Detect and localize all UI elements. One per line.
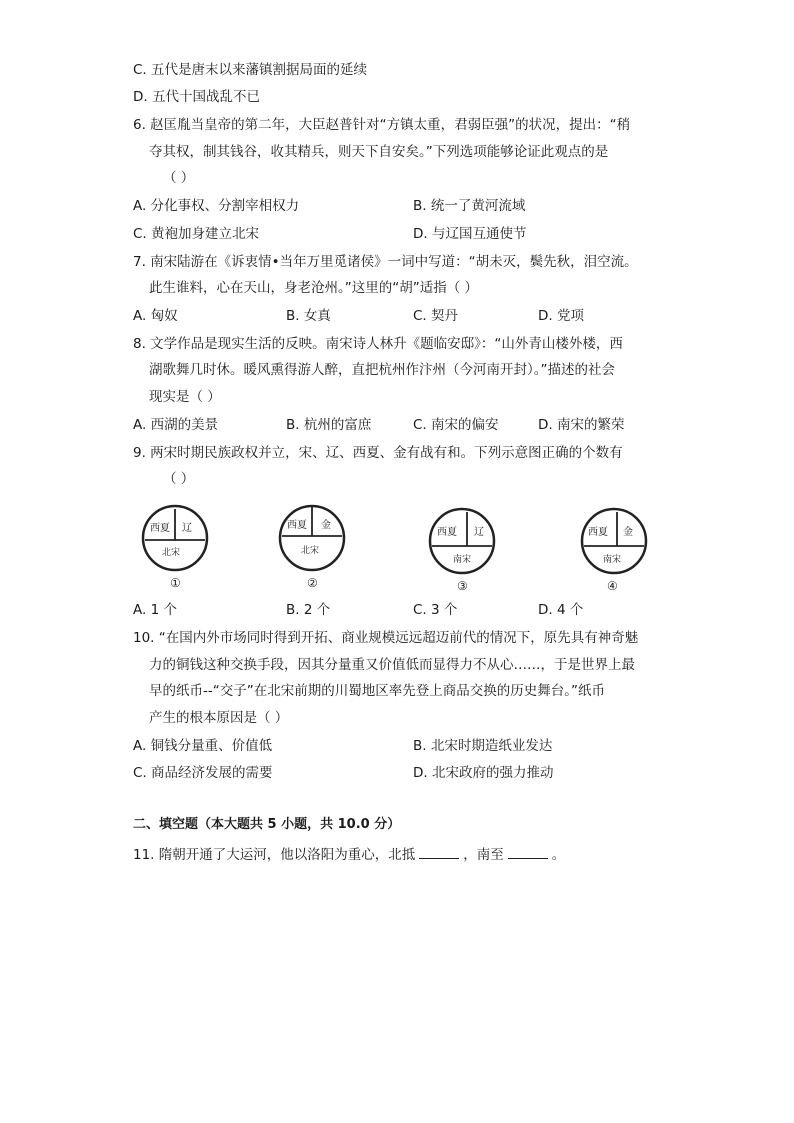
q10-option-d: D. 北宋政府的强力推动 — [413, 765, 554, 781]
q9-d4-bottom: 南宋 — [603, 555, 622, 565]
q9-d2-num: ② — [307, 576, 318, 590]
q7-stem-line2: 此生谁料，心在天山，身老沧州。”这里的“胡”适指（ ） — [149, 280, 479, 296]
q7-option-c: C. 契丹 — [413, 308, 459, 324]
q8-stem-line1: 8. 文学作品是现实生活的反映。南宋诗人林升《题临安邸》：“山外青山楼外楼，西 — [133, 336, 623, 352]
section-2-title: 二、填空题（本大题共 5 小题，共 10.0 分） — [133, 817, 401, 832]
q7-option-d: D. 党项 — [538, 308, 584, 324]
q9-d2-left: 西夏 — [287, 520, 307, 531]
q8-stem-line3: 现实是（ ） — [149, 389, 221, 405]
q6-option-b: B. 统一了黄河流域 — [413, 198, 526, 214]
q6-option-c: C. 黄袍加身建立北宋 — [133, 226, 260, 242]
q9-d3-num: ③ — [457, 579, 468, 593]
q9-d4-right: 金 — [623, 527, 633, 538]
q6-option-a: A. 分化事权、分割宰相权力 — [133, 198, 300, 214]
q9-d1-num: ① — [170, 576, 181, 590]
q10-stem-line2: 力的铜钱这种交换手段，因其分量重又价值低而显得力不从心……，于是世界上最 — [149, 657, 635, 673]
q9-stem-line2: （ ） — [163, 471, 195, 487]
q7-option-b: B. 女真 — [286, 308, 331, 324]
q9-d3-right: 辽 — [474, 527, 484, 538]
q6-option-d: D. 与辽国互通使节 — [413, 226, 527, 242]
q10-option-a: A. 铜钱分量重、价值低 — [133, 738, 273, 754]
q9-d2-bottom: 北宋 — [301, 546, 320, 556]
q10-stem-line1: 10. “在国内外市场同时得到开拓、商业规模远远超迈前代的情况下，原先具有神奇魅 — [133, 630, 639, 646]
q9-option-d: D. 4 个 — [538, 602, 584, 618]
q9-d3-bottom: 南宋 — [453, 555, 472, 565]
q5-option-d: D. 五代十国战乱不已 — [133, 89, 260, 105]
q6-stem-line2: 夺其权，制其钱谷，收其精兵，则天下自安矣。”下列选项能够论证此观点的是 — [149, 144, 609, 160]
q11-text-part3: 。 — [551, 847, 566, 863]
q8-option-c: C. 南宋的偏安 — [413, 417, 499, 433]
q9-d4-num: ④ — [607, 579, 618, 593]
q8-option-d: D. 南宋的繁荣 — [538, 417, 625, 433]
q8-stem-line2: 湖歌舞几时休。暖风熏得游人醉，直把杭州作汴州（今河南开封）。”描述的社会 — [149, 362, 615, 378]
q7-option-a: A. 匈奴 — [133, 308, 178, 324]
q9-option-a: A. 1 个 — [133, 602, 177, 618]
q9-d1-bottom: 北宋 — [162, 548, 181, 558]
q9-d2-right: 金 — [321, 520, 331, 531]
q9-d1-left: 西夏 — [150, 523, 170, 534]
q8-option-b: B. 杭州的富庶 — [286, 417, 372, 433]
q11-blank-1[interactable] — [419, 846, 459, 859]
q9-option-c: C. 3 个 — [413, 602, 458, 618]
q6-stem-line1: 6. 赵匡胤当皇帝的第二年，大臣赵普针对“方镇太重，君弱臣强”的状况，提出：“稍 — [133, 117, 631, 133]
q10-stem-line3: 早的纸币--“交子”在北宋前期的川蜀地区率先登上商品交换的历史舞台。”纸币 — [149, 683, 605, 699]
q7-stem-line1: 7. 南宋陆游在《诉衷情•当年万里觅诸侯》一词中写道：“胡未灭，鬓先秋，泪空流。 — [133, 254, 638, 270]
q10-stem-line4: 产生的根本原因是（ ） — [149, 710, 289, 726]
q9-diagram-4 — [581, 508, 651, 598]
q9-d3-left: 西夏 — [437, 527, 457, 538]
q9-d4-left: 西夏 — [588, 527, 608, 538]
q9-option-b: B. 2 个 — [286, 602, 331, 618]
q11-text-part1: 11. 隋朝开通了大运河，他以洛阳为重心，北抵 — [133, 847, 416, 863]
q10-option-c: C. 商品经济发展的需要 — [133, 765, 273, 781]
q9-diagram-3 — [429, 508, 499, 598]
q8-option-a: A. 西湖的美景 — [133, 417, 219, 433]
q6-stem-line3: （ ） — [163, 170, 195, 186]
q11-stem — [133, 846, 565, 864]
q9-stem-line1: 9. 两宋时期民族政权并立，宋、辽、西夏、金有战有和。下列示意图正确的个数有 — [133, 445, 623, 461]
q10-option-b: B. 北宋时期造纸业发达 — [413, 738, 553, 754]
q9-diagram-1 — [142, 503, 212, 593]
q9-diagram-2 — [279, 503, 349, 593]
q11-text-part2: ，南至 — [463, 847, 504, 863]
q5-option-c: C. 五代是唐末以来藩镇割据局面的延续 — [133, 62, 368, 78]
q11-blank-2[interactable] — [508, 846, 548, 859]
q9-d1-right: 辽 — [182, 523, 192, 534]
